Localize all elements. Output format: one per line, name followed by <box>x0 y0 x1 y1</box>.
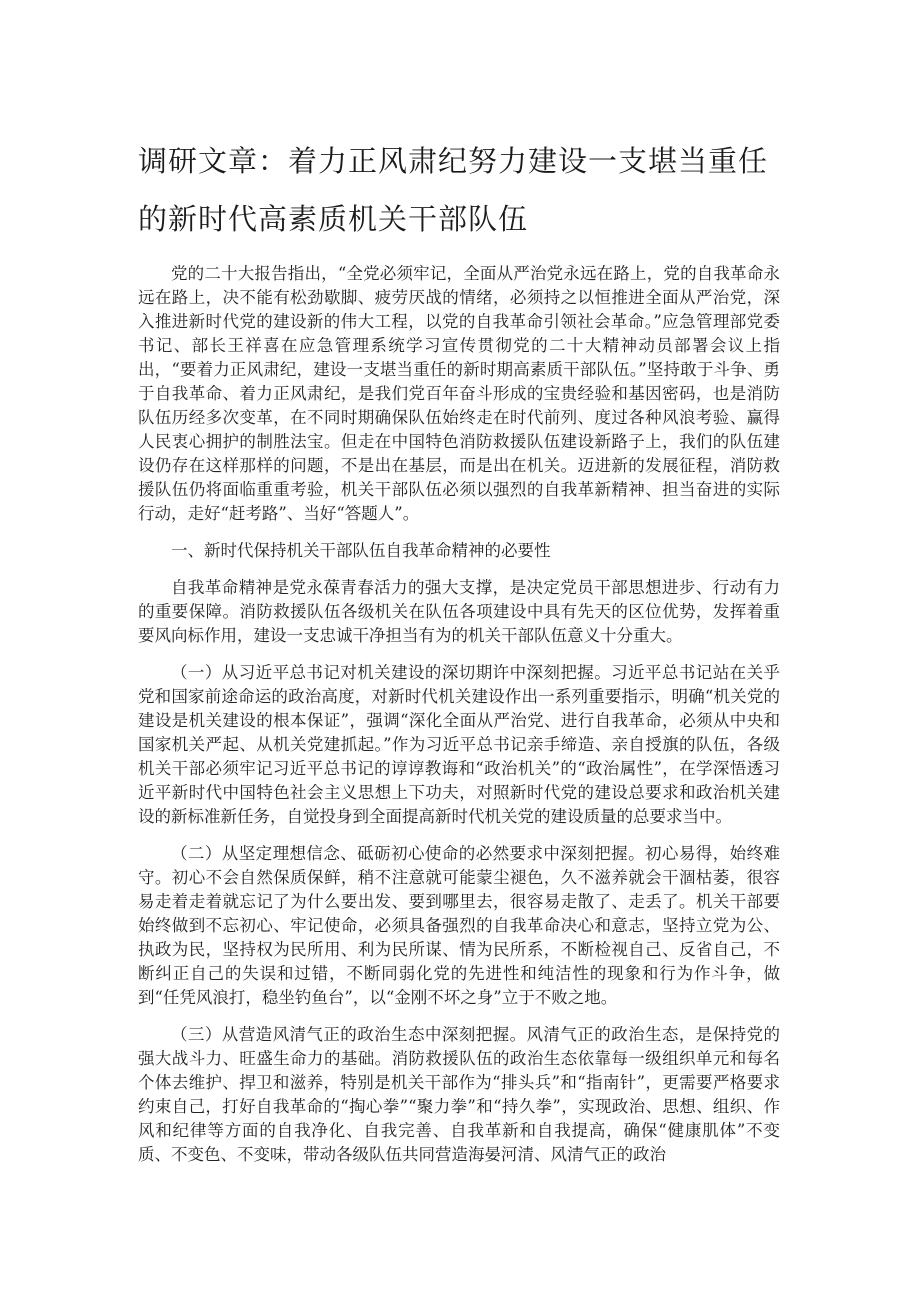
point-paragraph-3: （三）从营造风清气正的政治生态中深刻把握。风清气正的政治生态，是保持党的强大战斗力、旺盛生命力的基础。消防救援队伍的政治生态依靠每一级组织单元和每名个体去维护、捍卫和滋养，特别是机关干部作为“排头兵”和“指南针”，更需要严格要求约束自己，打好自我革命的“掏心拳”“聚力拳”和“持久拳”，实现政治、思想、组织、作风和纪律等方面的自我净化、自我完善、自我革新和自我提高，确保“健康肌体”不变质、不变色、不变味，带动各级队伍共同营造海晏河清、风清气正的政治 <box>138 1025 780 1164</box>
intro-paragraph: 党的二十大报告指出，“全党必须牢记，全面从严治党永远在路上，党的自我革命永远在路上，决不能有松劲歇脚、疲劳厌战的情绪，必须持之以恒推进全面从严治党，深入推进新时代党的建设新的伟大工程，以党的自我革命引领社会革命。”应急管理部党委书记、部长王祥喜在应急管理系统学习宣传贯彻党的二十大精神动员部署会议上指出，“要着力正风肃纪，建设一支堪当重任的新时期高素质干部队伍。”坚持敢于斗争、勇于自我革命、着力正风肃纪，是我们党百年奋斗形成的宝贵经验和基因密码，也是消防队伍历经多次变革，在不同时期确保队伍始终走在时代前列、度过各种风浪考验、赢得人民衷心拥护的制胜法宝。但走在中国特色消防救援队伍建设新路子上，我们的队伍建设仍存在这样那样的问题，不是出在基层，而是出在机关。迈进新的发展征程，消防救援队伍仍将面临重重考验，机关干部队伍必须以强烈的自我革新精神、担当奋进的实际行动，走好“赶考路”、当好“答题人”。 <box>138 264 780 523</box>
section1-intro-paragraph: 自我革命精神是党永葆青春活力的强大支撑，是决定党员干部思想进步、行动有力的重要保障。消防救援队伍各级机关在队伍各项建设中具有先天的区位优势，发挥着重要风向标作用，建设一支忠诚干净担当有为的机关干部队伍意义十分重大。 <box>138 578 780 645</box>
point-paragraph-2: （二）从坚定理想信念、砥砺初心使命的必然要求中深刻把握。初心易得，始终难守。初心不会自然保质保鲜，稍不注意就可能蒙尘褪色，久不滋养就会干涸枯萎，很容易走着走着就忘记了为什么要出发、要到哪里去，很容易走散了、走丢了。机关干部要始终做到不忘初心、牢记使命，必须具备强烈的自我革命决心和意志，坚持立党为公、执政为民，坚持权为民所用、利为民所谋、情为民所系，不断检视自己、反省自己，不断纠正自己的失误和过错，不断同弱化党的先进性和纯洁性的现象和行为作斗争，做到“任凭风浪打，稳坐钓鱼台”，以“金刚不坏之身”立于不败之地。 <box>138 844 780 1007</box>
document-title: 调研文章：着力正风肃纪努力建设一支堪当重任的新时代高素质机关干部队伍 <box>138 144 769 236</box>
section-heading-1: 一、新时代保持机关干部队伍自我革命精神的必要性 <box>171 541 551 560</box>
point-paragraph-1: （一）从习近平总书记对机关建设的深切期许中深刻把握。习近平总书记站在关乎党和国家前途命运的政治高度，对新时代机关建设作出一系列重要指示，明确“机关党的建设是机关建设的根本保证”，强调“深化全面从严治党、进行自我革命，必须从中央和国家机关严起、从机关党建抓起。”作为习近平总书记亲手缔造、亲自授旗的队伍，各级机关干部必须牢记习近平总书记的谆谆教诲和“政治机关”的“政治属性”，在学深悟透习近平新时代中国特色社会主义思想上下功夫，对照新时代党的建设总要求和政治机关建设的新标准新任务，自觉投身到全面提高新时代机关党的建设质量的总要求当中。 <box>138 663 780 826</box>
